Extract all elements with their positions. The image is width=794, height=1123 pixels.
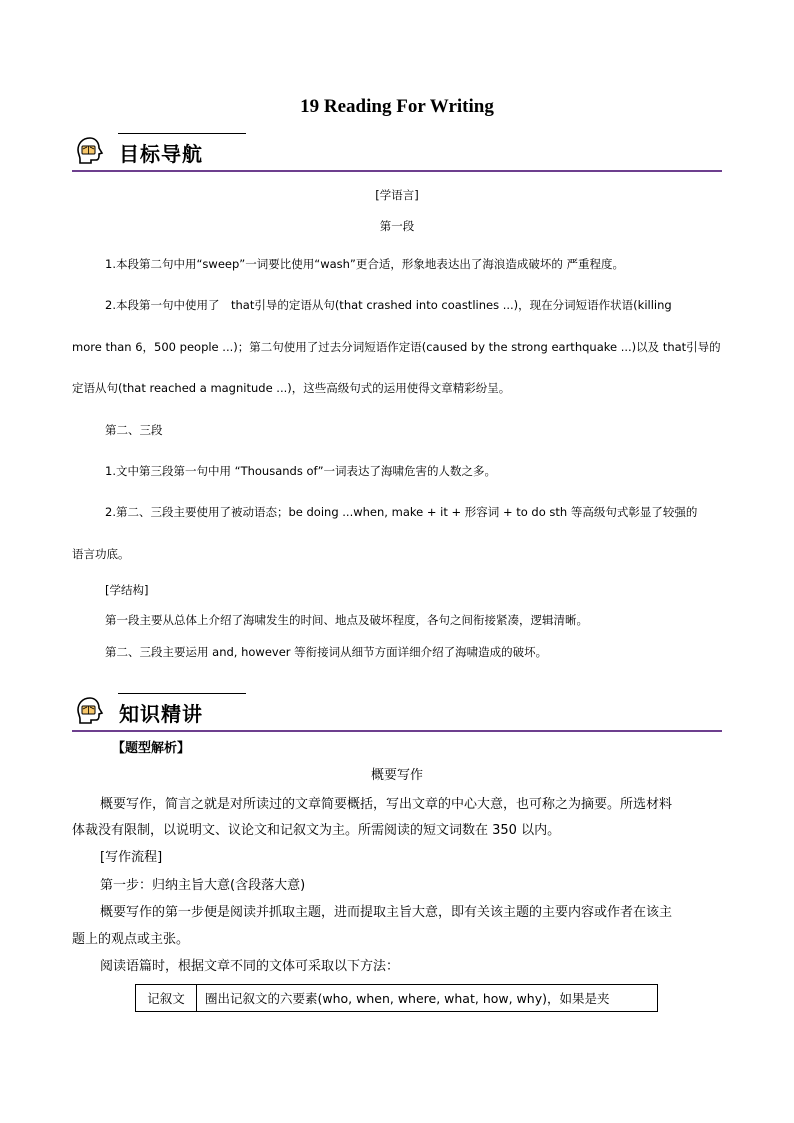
intro-line1: 概要写作，简言之就是对所读过的文章简要概括，写出文章的中心大意，也可称之为摘要。所选材料 bbox=[100, 797, 673, 812]
struct-line1: 第一段主要从总体上介绍了海啸发生的时间、地点及破坏程度，各句之间衔接紧凑，逻辑清晰。 bbox=[105, 613, 588, 627]
knowledge-subtitle: 概要写作 bbox=[370, 768, 423, 783]
goal-p2-line2: more than 6，500 people ...)；第二句使用了过去分词短语作定语(caused by the strong earthquake ...)以及 that引导的 bbox=[72, 340, 721, 354]
document-title: 19 Reading For Writing bbox=[300, 96, 494, 117]
table-row bbox=[136, 985, 658, 1012]
section-header-goal bbox=[72, 133, 722, 173]
step1-line1: 概要写作的第一步便是阅读并抓取主题，进而提取主旨大意，即有关该主题的主要内容或作者在该主 bbox=[100, 905, 673, 920]
section-rule bbox=[72, 730, 722, 732]
table-cell-type: 记叙文 bbox=[136, 985, 197, 1012]
header-top-line bbox=[118, 133, 246, 134]
struct-head: [学结构] bbox=[105, 583, 149, 597]
para1-head: 第一段 bbox=[379, 219, 415, 233]
para23-head: 第二、三段 bbox=[105, 423, 163, 437]
goal-p1: 1.本段第二句中用“sweep”一词要比使用“wash”更合适，形象地表达出了海浪造成破坏的 严重程度。 bbox=[105, 257, 625, 271]
type-head: 【题型解析】 bbox=[112, 741, 191, 756]
method-table bbox=[135, 984, 658, 1012]
section-title-knowledge: 知识精讲 bbox=[119, 702, 203, 726]
reader-head-icon bbox=[74, 695, 106, 727]
header-top-line bbox=[118, 693, 246, 694]
step1-head: 第一步：归纳主旨大意(含段落大意) bbox=[100, 878, 306, 893]
flow-head: [写作流程] bbox=[100, 850, 163, 865]
goal-p2-line3: 定语从句(that reached a magnitude ...)，这些高级句式的运用使得文章精彩纷呈。 bbox=[72, 381, 511, 395]
goal-p2-line1: 2.本段第一句中使用了 that引导的定语从句(that crashed into coastlines ...)，现在分词短语作状语(killing bbox=[105, 298, 672, 312]
goal-p3: 1.文中第三段第一句中用 “Thousands of”一词表达了海啸危害的人数之多。 bbox=[105, 464, 497, 478]
section-title-goal: 目标导航 bbox=[119, 142, 203, 166]
goal-p4-line1: 2.第二、三段主要使用了被动语态；be doing ...when, make + it + 形容词 + to do sth 等高级句式彰显了较强的 bbox=[105, 505, 698, 519]
section-header-knowledge bbox=[72, 693, 722, 733]
method-line: 阅读语篇时，根据文章不同的文体可采取以下方法： bbox=[100, 959, 400, 974]
section-rule bbox=[72, 170, 722, 172]
reader-head-icon bbox=[74, 135, 106, 167]
table-cell-method: 圈出记叙文的六要素(who, when, where, what, how, why)，如果是夹 bbox=[197, 985, 658, 1012]
goal-p4-line2: 语言功底。 bbox=[72, 547, 130, 561]
step1-line2: 题上的观点或主张。 bbox=[72, 932, 190, 947]
intro-line2: 体裁没有限制，以说明文、议论文和记叙文为主。所需阅读的短文词数在 350 以内。 bbox=[72, 823, 561, 838]
struct-line2: 第二、三段主要运用 and, however 等衔接词从细节方面详细介绍了海啸造成的破坏。 bbox=[105, 645, 548, 659]
lang-head: [学语言] bbox=[375, 188, 419, 202]
